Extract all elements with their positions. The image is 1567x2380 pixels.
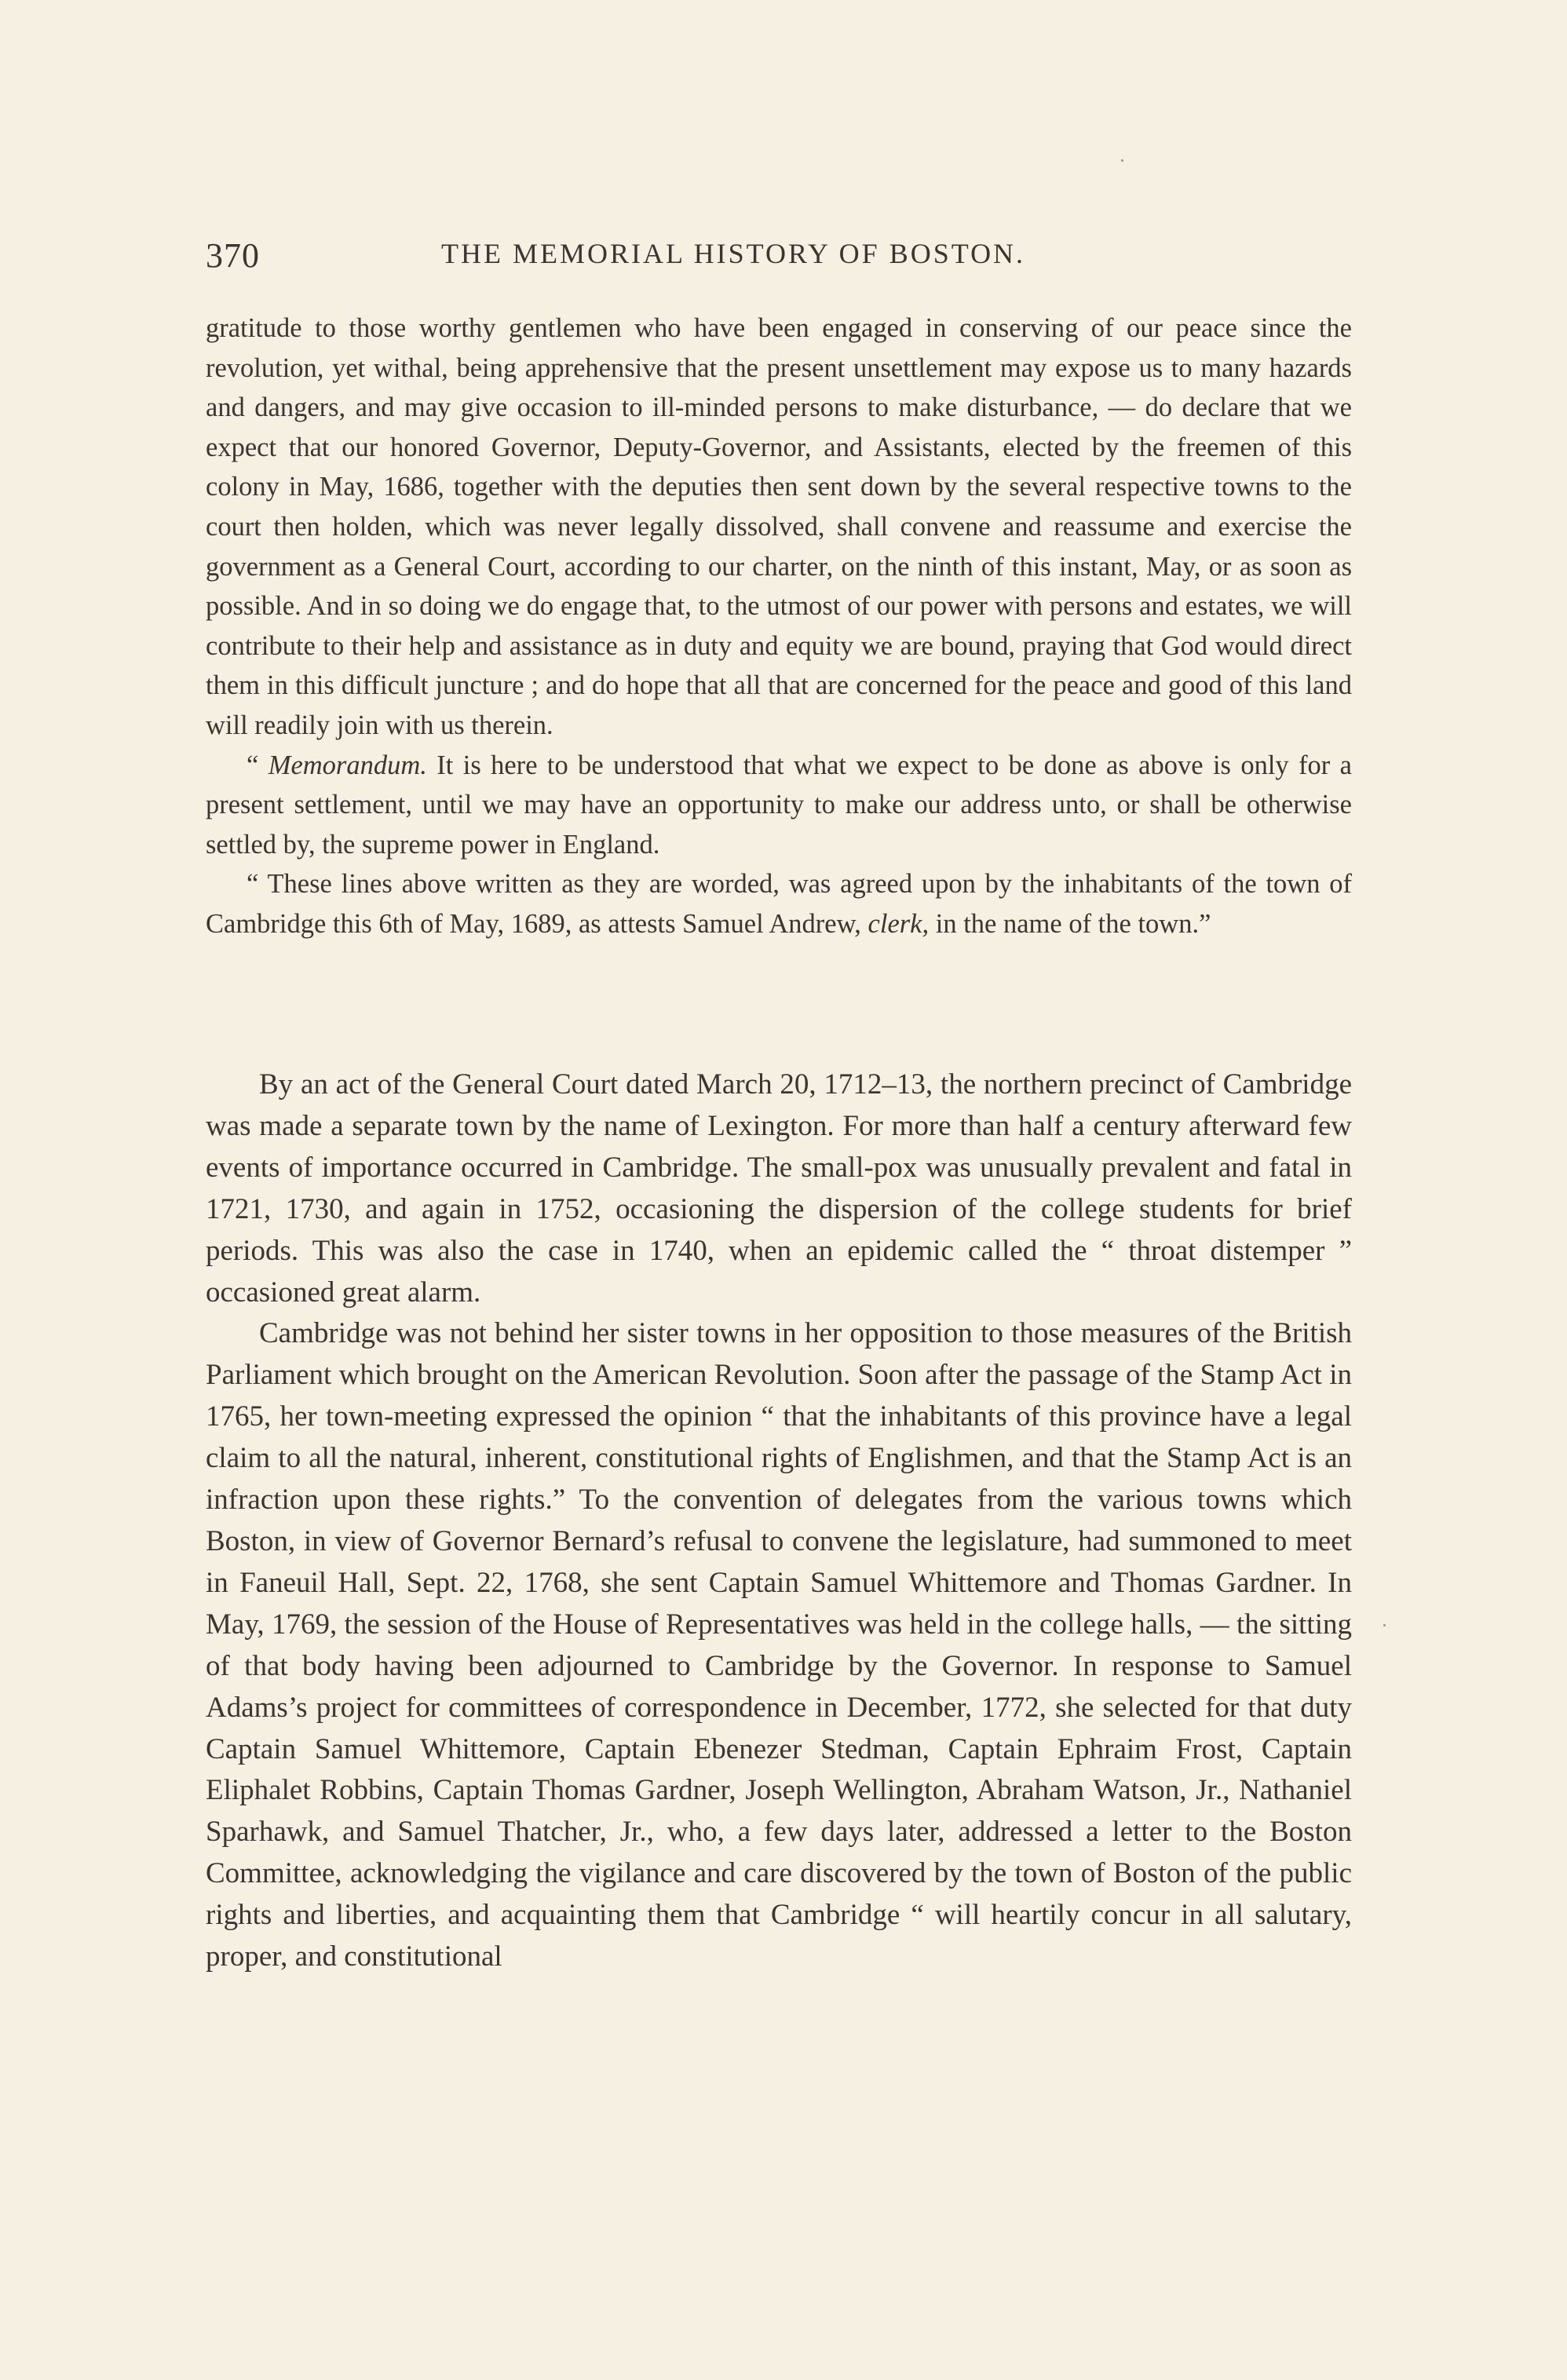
quoted-declaration bbox=[206, 308, 1352, 944]
page-number: 370 bbox=[206, 236, 260, 275]
page-header bbox=[206, 235, 1352, 283]
quote-paragraph-memorandum bbox=[206, 746, 1352, 865]
running-title: THE MEMORIAL HISTORY OF BOSTON. bbox=[441, 238, 1026, 269]
memorandum-heading: Memorandum. bbox=[268, 750, 427, 780]
attestation-text: “ These lines above written as they are worded, was agreed upon by the inhabitants of the town of Cambridge this 6th of May, 1689, as attests Samuel Andrew, bbox=[206, 869, 1352, 939]
quote-paragraph-1: gratitude to those worthy gentlemen who have been engaged in conserving of our peace since the revolution, yet withal, being apprehensive that the present unsettlement may expose us to many hazards and dangers, and may give occasion to ill-minded persons to make disturbance, — do declare that we expect that our honored Governor, Deputy-Governor, and Assistants, elected by the freemen of this colony in May, 1686, together with the deputies then sent down by the several respective towns to the court then holden, which was never legally dissolved, shall convene and reassume and exercise the government as a General Court, according to our charter, on the ninth of this instant, May, or as soon as possible. And in so doing we do engage that, to the utmost of our power with persons and estates, we will contribute to their help and assistance as in duty and equity we are bound, praying that God would direct them in this difficult juncture ; and do hope that all that are concerned for the peace and good of this land will readily join with us therein. bbox=[206, 313, 1352, 740]
body-paragraph-revolution: Cambridge was not behind her sister towns in her opposition to those measures of the British Parliament which brought on the American Revolution. Soon after the passage of the Stamp Act in 1765, her town-meeting expressed the opinion “ that the inhabitants of this province have a legal claim to all the natural, inherent, constitutional rights of Englishmen, and that the Stamp Act is an infraction upon these rights.” To the convention of delegates from the various towns which Boston, in view of Governor Bernard’s refusal to convene the legislature, had summoned to meet in Faneuil Hall, Sept. 22, 1768, she sent Captain Samuel Whittemore and Thomas Gardner. In May, 1769, the session of the House of Representatives was held in the college halls, — the sitting of that body having been adjourned to Cambridge by the Governor. In response to Samuel Adams’s project for committees of correspondence in December, 1772, she selected for that duty Captain Samuel Whittemore, Captain Ebenezer Stedman, Captain Ephraim Frost, Captain Eliphalet Robbins, Captain Thomas Gardner, Joseph Wellington, Abraham Watson, Jr., Nathaniel Sparhawk, and Samuel Thatcher, Jr., who, a few days later, addressed a letter to the Boston Committee, acknowledging the vigilance and care discovered by the town of Boston of the public rights and liberties, and acquainting them that Cambridge “ will heartily concur in all salutary, proper, and constitutional bbox=[206, 1317, 1352, 1973]
quote-paragraph-attestation bbox=[206, 864, 1352, 944]
paper-speck bbox=[1383, 1624, 1386, 1626]
main-text bbox=[206, 1064, 1352, 1978]
attestation-closing: in the name of the town.” bbox=[929, 908, 1211, 939]
clerk-label: clerk, bbox=[868, 908, 930, 939]
memorandum-text: It is here to be understood that what we expect to be done as above is only for a present settlement, until we may have an opportunity to make our address unto, or shall be otherwise settled by, the supreme power in England. bbox=[206, 750, 1352, 860]
body-paragraph-lexington: By an act of the General Court dated March 20, 1712–13, the northern precinct of Cambridge was made a separate town by the name of Lexington. For more than half a century afterward few events of importance occurred in Cambridge. The small-pox was unusually prevalent and fatal in 1721, 1730, and again in 1752, occasioning the dispersion of the college students for brief periods. This was also the case in 1740, when an epidemic called the “ throat distemper ” occasioned great alarm. bbox=[206, 1068, 1352, 1309]
memorandum-open-quote: “ bbox=[247, 750, 268, 780]
paper-speck bbox=[1121, 159, 1123, 162]
